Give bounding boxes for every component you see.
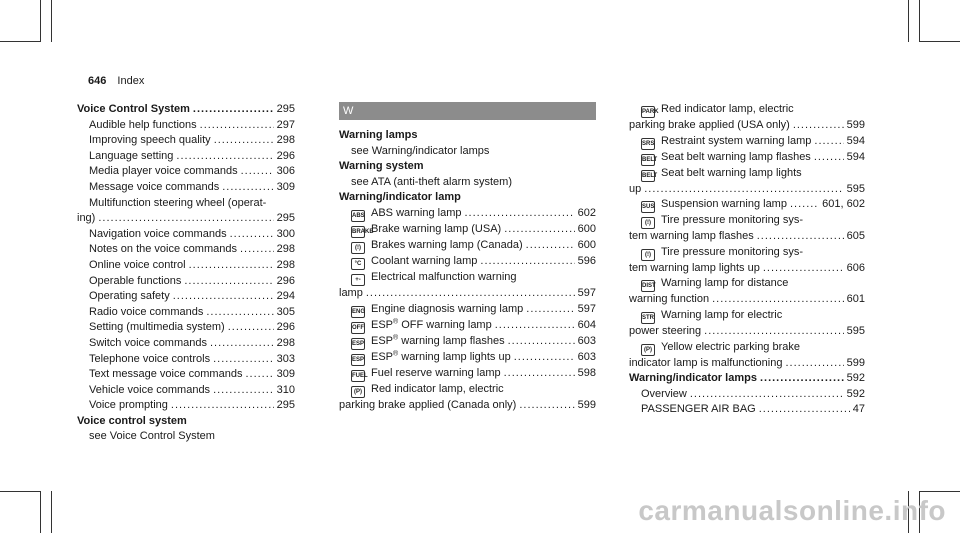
- index-subentry: [629, 402, 865, 418]
- index-subentry: [77, 305, 295, 321]
- index-heading: [77, 102, 295, 118]
- entry-text: power steering: [629, 324, 702, 337]
- page-reference: 592: [846, 372, 865, 385]
- leader-dots: [241, 164, 274, 180]
- index-subentry: [339, 206, 596, 222]
- leader-dots: [173, 289, 274, 305]
- leader-dots: [790, 197, 819, 213]
- index-heading: [77, 414, 295, 430]
- entry-text: Yellow electric parking brake: [661, 340, 800, 353]
- leader-dots: [189, 258, 274, 274]
- leader-dots: [240, 242, 274, 258]
- page-reference: 303: [276, 352, 295, 365]
- index-heading: [339, 159, 596, 175]
- entry-text: Radio voice commands: [89, 305, 204, 318]
- entry-text: Setting (multimedia system): [89, 321, 225, 334]
- leader-dots: [690, 387, 844, 403]
- index-subentry: [339, 398, 596, 414]
- entry-text: Telephone voice controls: [89, 352, 211, 365]
- page-reference: 597: [577, 286, 596, 299]
- warning-lamp-icon: ABS: [351, 210, 365, 222]
- warning-lamp-icon: +-: [351, 274, 365, 286]
- page-title: Index: [117, 75, 145, 87]
- index-subentry: [77, 398, 295, 414]
- entry-text: Electrical malfunction warning: [371, 270, 517, 283]
- warning-lamp-icon: BRAKE: [351, 226, 365, 238]
- page-reference: 601, 602: [822, 198, 865, 211]
- page-reference: 597: [577, 302, 596, 315]
- leader-dots: [228, 320, 274, 336]
- index-subentry: [629, 292, 865, 308]
- page-reference: 594: [846, 150, 865, 163]
- leader-dots: [785, 356, 843, 372]
- warning-lamp-icon: (!): [641, 217, 655, 229]
- leader-dots: [704, 324, 843, 340]
- leader-dots: [814, 134, 843, 150]
- warning-lamp-icon: FUEL: [351, 370, 365, 382]
- leader-dots: [763, 261, 844, 277]
- leader-dots: [210, 336, 274, 352]
- warning-lamp-icon: (!): [351, 242, 365, 254]
- index-subentry: [339, 302, 596, 318]
- page-reference: 309: [276, 368, 295, 381]
- leader-dots: [176, 149, 273, 165]
- entry-text: Suspension warning lamp: [661, 198, 787, 211]
- page-header: [88, 75, 144, 87]
- section-letter-bar: [339, 102, 596, 120]
- entry-text: Tire pressure monitoring sys-: [661, 245, 804, 258]
- entry-text: Voice Control System: [77, 103, 190, 115]
- entry-text: Online voice control: [89, 258, 186, 271]
- entry-text: Seat belt warning lamp flashes: [661, 150, 811, 163]
- warning-lamp-icon: ENG: [351, 306, 365, 318]
- entry-text: Red indicator lamp, electric: [661, 103, 794, 115]
- entry-text: Warning lamp for distance: [661, 277, 789, 290]
- warning-lamp-icon: BELT: [641, 154, 655, 166]
- leader-dots: [519, 398, 574, 414]
- entry-text: Improving speech quality: [89, 134, 211, 147]
- page-reference: 601: [846, 293, 865, 306]
- crop-mark: [908, 0, 909, 42]
- heading-text: Warning/indicator lamp: [339, 191, 461, 204]
- heading-text: Warning lamps: [339, 129, 418, 141]
- leader-dots: [757, 229, 844, 245]
- leader-dots: [504, 222, 574, 238]
- index-subentry: [77, 118, 295, 134]
- page-reference: 300: [276, 227, 295, 240]
- index-subentry: [629, 261, 865, 277]
- see-reference: [77, 429, 295, 445]
- page-reference: 604: [577, 318, 596, 331]
- index-subentry: [339, 334, 596, 350]
- entry-text: tem warning lamp lights up: [629, 261, 760, 274]
- page-reference: 295: [276, 399, 295, 412]
- leader-dots: [245, 367, 273, 383]
- index-subentry: [77, 242, 295, 258]
- entry-text: Engine diagnosis warning lamp: [371, 302, 524, 315]
- warning-lamp-icon: SRS: [641, 138, 655, 150]
- entry-text: Brake warning lamp (USA): [371, 222, 502, 235]
- index-subentry: [339, 286, 596, 302]
- index-subentry: [339, 238, 596, 254]
- leader-dots: [480, 254, 574, 270]
- entry-text: ABS warning lamp: [371, 206, 462, 219]
- warning-lamp-icon: ESP: [351, 354, 365, 366]
- index-subentry: [77, 336, 295, 352]
- page-reference: 606: [846, 261, 865, 274]
- page-reference: 310: [276, 383, 295, 396]
- index-subentry: [629, 276, 865, 292]
- leader-dots: [760, 371, 844, 387]
- heading-text: Warning system: [339, 160, 424, 173]
- index-subentry: [77, 164, 295, 180]
- entry-text: ESP: [371, 334, 394, 347]
- entry-text: Switch voice commands: [89, 336, 207, 349]
- watermark: carmanualsonline.info: [638, 495, 946, 526]
- leader-dots: [465, 206, 575, 222]
- page-reference: 296: [276, 274, 295, 287]
- warning-lamp-icon: STR: [641, 312, 655, 324]
- page-reference: 296: [276, 321, 295, 334]
- entry-text: indicator lamp is malfunctioning: [629, 356, 783, 369]
- page-reference: 47: [852, 403, 865, 416]
- entry-text: Fuel reserve warning lamp: [371, 366, 501, 379]
- entry-text: Text message voice commands: [89, 368, 243, 381]
- page-reference: 298: [276, 243, 295, 256]
- crop-mark: [51, 491, 52, 533]
- index-subentry: [339, 366, 596, 382]
- index-subentry: [77, 227, 295, 243]
- entry-text: warning function: [629, 293, 710, 306]
- see-text: see Voice Control System: [89, 430, 215, 443]
- crop-mark: [40, 0, 41, 42]
- page-reference: 305: [276, 305, 295, 318]
- crop-mark: [40, 491, 41, 533]
- index-subentry: [77, 274, 295, 290]
- warning-lamp-icon: DIST: [641, 280, 655, 292]
- leader-dots: [712, 292, 844, 308]
- page-reference: 605: [846, 230, 865, 243]
- see-text: see ATA (anti-theft alarm system): [351, 175, 512, 188]
- registered-mark: ®: [393, 317, 399, 325]
- page-reference: 600: [577, 238, 596, 251]
- leader-dots: [193, 102, 274, 118]
- page-reference: 596: [577, 254, 596, 267]
- entry-text: ESP: [371, 318, 394, 331]
- page-reference: 595: [846, 182, 865, 195]
- index-subentry: [629, 229, 865, 245]
- index-subentry: [77, 133, 295, 149]
- index-subentry: [629, 134, 865, 150]
- index-subentry: [629, 213, 865, 229]
- entry-text: Seat belt warning lamp lights: [661, 166, 802, 179]
- index-subentry: [629, 387, 865, 403]
- index-subentry: [339, 254, 596, 270]
- entry-text: Restraint system warning lamp: [661, 134, 812, 147]
- entry-text: Warning lamp for electric: [661, 308, 783, 321]
- page-reference: 598: [577, 366, 596, 379]
- page-reference: 296: [276, 149, 295, 162]
- leader-dots: [200, 118, 274, 134]
- page-reference: 602: [577, 206, 596, 219]
- entry-text: Message voice commands: [89, 180, 220, 193]
- section-letter: W: [343, 105, 354, 117]
- entry-text-suffix: warning lamp flashes: [398, 334, 505, 347]
- entry-text: Vehicle voice commands: [89, 383, 211, 396]
- page-reference: 603: [577, 350, 596, 363]
- leader-dots: [504, 366, 575, 382]
- leader-dots: [526, 302, 574, 318]
- entry-text: tem warning lamp flashes: [629, 230, 754, 243]
- index-subentry: [629, 197, 865, 213]
- leader-dots: [366, 286, 575, 302]
- index-subentry: [339, 270, 596, 286]
- entry-text-suffix: warning lamp lights up: [398, 350, 511, 363]
- page-reference: 309: [276, 180, 295, 193]
- leader-dots: [644, 182, 843, 198]
- entry-text: Audible help functions: [89, 118, 197, 131]
- leader-dots: [214, 133, 274, 149]
- index-subentry: [77, 320, 295, 336]
- index-subentry: [77, 149, 295, 165]
- index-heading: [339, 190, 596, 206]
- page-reference: 298: [276, 336, 295, 349]
- page-reference: 306: [276, 165, 295, 178]
- entry-text: Voice prompting: [89, 399, 168, 412]
- entry-text: Warning/indicator lamps: [629, 372, 757, 385]
- leader-dots: [222, 180, 273, 196]
- entry-text: Red indicator lamp, electric: [371, 382, 504, 395]
- index-subentry: [629, 150, 865, 166]
- page-reference: 595: [846, 324, 865, 337]
- entry-text: Coolant warning lamp: [371, 254, 478, 267]
- page-reference: 599: [846, 356, 865, 369]
- warning-lamp-icon: (!): [641, 249, 655, 261]
- entry-text: Tire pressure monitoring sys-: [661, 214, 804, 227]
- page-reference: 592: [846, 387, 865, 400]
- see-reference: [339, 175, 596, 191]
- entry-text: PASSENGER AIR BAG: [641, 403, 756, 416]
- page-reference: 600: [577, 222, 596, 235]
- index-subentry: [77, 211, 295, 227]
- leader-dots: [514, 350, 575, 366]
- entry-text: ESP: [371, 350, 394, 363]
- index-subentry: [629, 340, 865, 356]
- leader-dots: [206, 305, 273, 321]
- index-subentry: [629, 245, 865, 261]
- leader-dots: [814, 150, 844, 166]
- crop-mark: [920, 491, 960, 492]
- page-reference: 298: [276, 258, 295, 271]
- index-heading: [629, 371, 865, 387]
- index-subentry: [629, 356, 865, 372]
- index-subentry: [339, 318, 596, 334]
- index-subentry: [77, 196, 295, 212]
- entry-text: Notes on the voice commands: [89, 243, 237, 256]
- leader-dots: [98, 211, 273, 227]
- index-subentry: [77, 367, 295, 383]
- entry-text: Media player voice commands: [89, 165, 238, 178]
- leader-dots: [526, 238, 575, 254]
- crop-mark: [920, 41, 960, 42]
- page-number: 646: [88, 75, 107, 87]
- page-reference: 297: [276, 118, 295, 131]
- page-reference: 295: [276, 212, 295, 225]
- index-column-3: [629, 102, 865, 418]
- warning-lamp-icon: (P): [641, 344, 655, 356]
- index-column-1: [77, 102, 295, 445]
- leader-dots: [793, 118, 844, 134]
- see-reference: [339, 144, 596, 160]
- registered-mark: ®: [393, 349, 399, 357]
- page-reference: 603: [577, 334, 596, 347]
- index-subentry: [629, 102, 865, 118]
- crop-mark: [51, 0, 52, 42]
- warning-lamp-icon: OFF: [351, 322, 365, 334]
- warning-lamp-icon: PARK: [641, 106, 655, 118]
- index-subentry: [629, 182, 865, 198]
- entry-text: Brakes warning lamp (Canada): [371, 238, 523, 251]
- page-reference: 599: [846, 119, 865, 131]
- leader-dots: [184, 274, 273, 290]
- leader-dots: [508, 334, 575, 350]
- page-reference: 294: [276, 290, 295, 303]
- leader-dots: [213, 383, 274, 399]
- page-reference: 295: [276, 103, 295, 115]
- registered-mark: ®: [393, 333, 399, 341]
- index-subentry: [629, 324, 865, 340]
- entry-text: up: [629, 182, 642, 195]
- leader-dots: [759, 402, 850, 418]
- crop-mark: [0, 41, 40, 42]
- index-column-2: [339, 102, 596, 413]
- page-reference: 594: [846, 134, 865, 147]
- index-subentry: [339, 382, 596, 398]
- leader-dots: [495, 318, 575, 334]
- entry-text: parking brake applied (USA only): [629, 119, 790, 131]
- heading-text: Voice control system: [77, 414, 187, 427]
- crop-mark: [919, 0, 920, 42]
- warning-lamp-icon: BELT: [641, 170, 655, 182]
- warning-lamp-icon: °C: [351, 258, 365, 270]
- index-subentry: [339, 222, 596, 238]
- index-heading: [339, 128, 596, 144]
- entry-text: lamp: [339, 286, 363, 299]
- warning-lamp-icon: ESP: [351, 338, 365, 350]
- index-subentry: [77, 352, 295, 368]
- entry-text-suffix: OFF warning lamp: [398, 318, 492, 331]
- leader-dots: [230, 227, 274, 243]
- entry-text: Overview: [641, 387, 687, 400]
- index-subentry: [77, 383, 295, 399]
- index-subentry: [629, 166, 865, 182]
- index-subentry: [77, 258, 295, 274]
- see-text: see Warning/indicator lamps: [351, 144, 490, 157]
- index-subentry: [629, 118, 865, 134]
- crop-mark: [0, 491, 40, 492]
- index-subentry: [339, 350, 596, 366]
- leader-dots: [213, 352, 274, 368]
- entry-text: Navigation voice commands: [89, 227, 227, 240]
- entry-text: ing): [77, 212, 96, 225]
- entry-text: parking brake applied (Canada only): [339, 398, 517, 411]
- entry-text: Operable functions: [89, 274, 182, 287]
- index-subentry: [629, 308, 865, 324]
- entry-text: Operating safety: [89, 290, 170, 303]
- entry-text: Multifunction steering wheel (operat-: [89, 196, 267, 209]
- index-subentry: [77, 180, 295, 196]
- index-subentry: [77, 289, 295, 305]
- entry-text: Language setting: [89, 149, 174, 162]
- warning-lamp-icon: SUS: [641, 201, 655, 213]
- page-reference: 599: [577, 398, 596, 411]
- page-reference: 298: [276, 134, 295, 147]
- leader-dots: [171, 398, 274, 414]
- warning-lamp-icon: (P): [351, 386, 365, 398]
